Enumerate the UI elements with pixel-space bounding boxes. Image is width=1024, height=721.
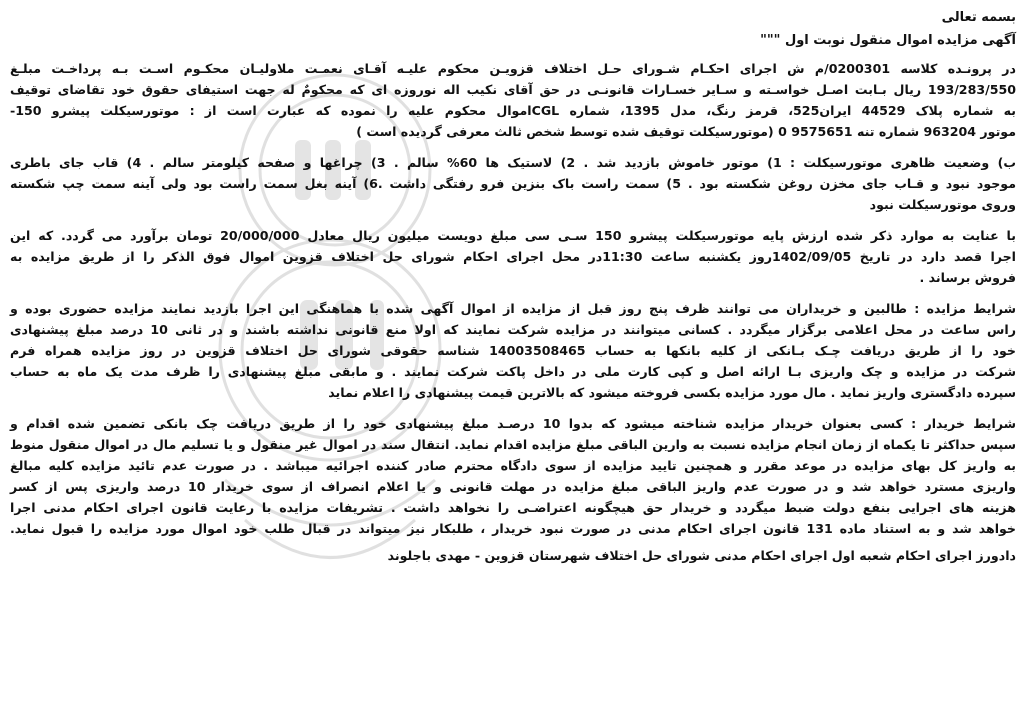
text-line: به شماره پلاک 44529 ایران525، قرمز رنگ، مدل 1395، شماره CGLاموال محکوم علیه را نموده که عبارت است از : موتورسیکلت پیشرو 150- [10, 103, 1016, 118]
text-line: سپس حداکثر تا یکماه از زمان انجام مزایده نسبت به وارین الباقی مبلغ مزایده اقدام نماید. انتقال سند در اموال غیر منقول و یا تسلیم مال در اموال منقول منوط [10, 437, 1016, 452]
text-line: خود را از طریق دریافت چـک بـانکی از کلیه بانکها به حساب 14003508465 شناسه حقوقی شورای حل اختلاف قزوین در روز مزایده همراه فرم [10, 343, 1016, 358]
text-line: واریزی مسترد خواهد شد و در صورت عدم واریز الباقی مبلغ مزایده در مهلت قانونی و یا اعلام انصراف از سوی خریدار 10 درصد واریزی پس از کسر [10, 479, 1016, 494]
valuation-paragraph [10, 225, 1016, 288]
signature-line: دادورز اجرای احکام شعبه اول اجرای احکام مدنی شورای حل اختلاف شهرستان قزوین - مهدی باجلوند [387, 548, 1016, 563]
text-line: اجرا قصد دارد در تاریخ 1402/09/05روز یکشنبه ساعت 11:30در محل اجرای احکام شورای حل اختلاف قزوین اموال فوق الذکر را از طریق مزایده به [10, 249, 1016, 264]
text-line: خواهد شد و به استناد ماده 131 قانون اجرای احکام مدنی در صورت نبود خریدار ، طلبکار نیز میتواند در قبال طلب خود اموال مورد مزایده را قبول نماید. [10, 521, 1016, 536]
case-paragraph [10, 58, 1016, 142]
text-line: شرایط خریدار : کسی بعنوان خریدار مزایده شناخته میشود که بدوا 10 درصـد مبلغ پیشنهادی خود را از طریق دریافت چک بانکی تضمین شده اقدام و [10, 416, 1016, 431]
text-line: هزینه های اجرایی بنفع دولت ضبط میگردد و خریدار حق هیچگونه اعتراضـی را نخواهد داشت . تشریفات مزایده با رعایت قانون اجرای احکام مدنی اجرا [10, 500, 1016, 515]
text-line: 193/283/550 ریال بـابت اصـل خواسـته و سـایر خسـارات قانونـی در حق آقای نکیب اله نوروزه ای که محکومٌ له جهت استیفای حقوق خود تقاضای توقیف [10, 82, 1016, 97]
buyer-terms-paragraph [10, 413, 1016, 539]
text-line: شرکت در مزایده و چک واریزی بـا ارائه اصل و کپی کارت ملی در داخل پاکت شرکت نمایند . و مابقی مبلغ پیشنهادی را ظرف مدت یک ماه به حساب [10, 364, 1016, 379]
text-line: راس ساعت در محل اعلامی برگزار میگردد . کسانی میتوانند در مزایده شرکت نمایند که اولا منع قانونی نداشته باشند و در ثانی 10 درصد مبلغ پیشنهادی [10, 322, 1016, 337]
text-line: شرایط مزایده : طالبین و خریداران می توانند ظرف پنج روز قبل از مزایده از اموال آگهی شده با هماهنگی این اجرا بازدید نمایند مزایده حضوری بوده و [10, 301, 1016, 316]
basmala-heading: بسمه تعالی [941, 10, 1016, 25]
text-line: سپرده دادگستری واریز نماید . مال مورد مزایده بکسی فروخته میشود که بالاترین قیمت پیشنهادی را اعلام نماید [328, 385, 1016, 400]
text-line: وروی موتورسیکلت نبود [869, 197, 1016, 212]
text-line: به واریز کل بهای مزایده در موعد مقرر و همچنین تایید مزایده از سوی دادگاه محترم صادر کننده اجرائیه میباشد . در صورت عدم تائید مزایده کلیه مبالغ [10, 458, 1016, 473]
text-line: در پرونـده کلاسه 0200301/م ش اجرای احکـام شـورای حـل اختلاف قزویـن محکوم علیـه آقـای نعمـت ملاولیـان محکـوم اسـت بـه پرداخـت مبلـغ [10, 61, 1016, 76]
notice-title: آگهی مزایده اموال منقول نوبت اول """ [760, 33, 1016, 48]
text-line: ب) وضعیت ظاهری موتورسیکلت : 1) موتور خاموش بازدید شد . 2) لاستیک ها 60% سالم . 3) چراغها و صفحه کیلومتر سالم . 4) قاب جای باطری [10, 155, 1017, 170]
condition-paragraph [10, 152, 1016, 215]
auction-terms-paragraph [10, 298, 1016, 403]
text-line: موتور 963204 شماره تنه 9575651 0 (موتورسیکلت توقیف شده توسط شخص ثالث معرفی گردیده است ) [356, 124, 1016, 139]
text-line: موجود نبود و قـاب جای مخزن روغن شکسته بود . 5) سمت راست باک بنزین فرو رفتگی داشت .6) آینه بغل سمت راست بود ولی آینه سمت چپ شکسته [10, 176, 1016, 191]
text-line: با عنایت به موارد ذکر شده ارزش پایه موتورسیکلت پیشرو 150 سـی سی مبلغ دویست میلیون ریال معادل 20/000/000 تومان برآورد می گردد. که این [10, 228, 1016, 243]
text-line: فروش برساند . [919, 270, 1016, 285]
